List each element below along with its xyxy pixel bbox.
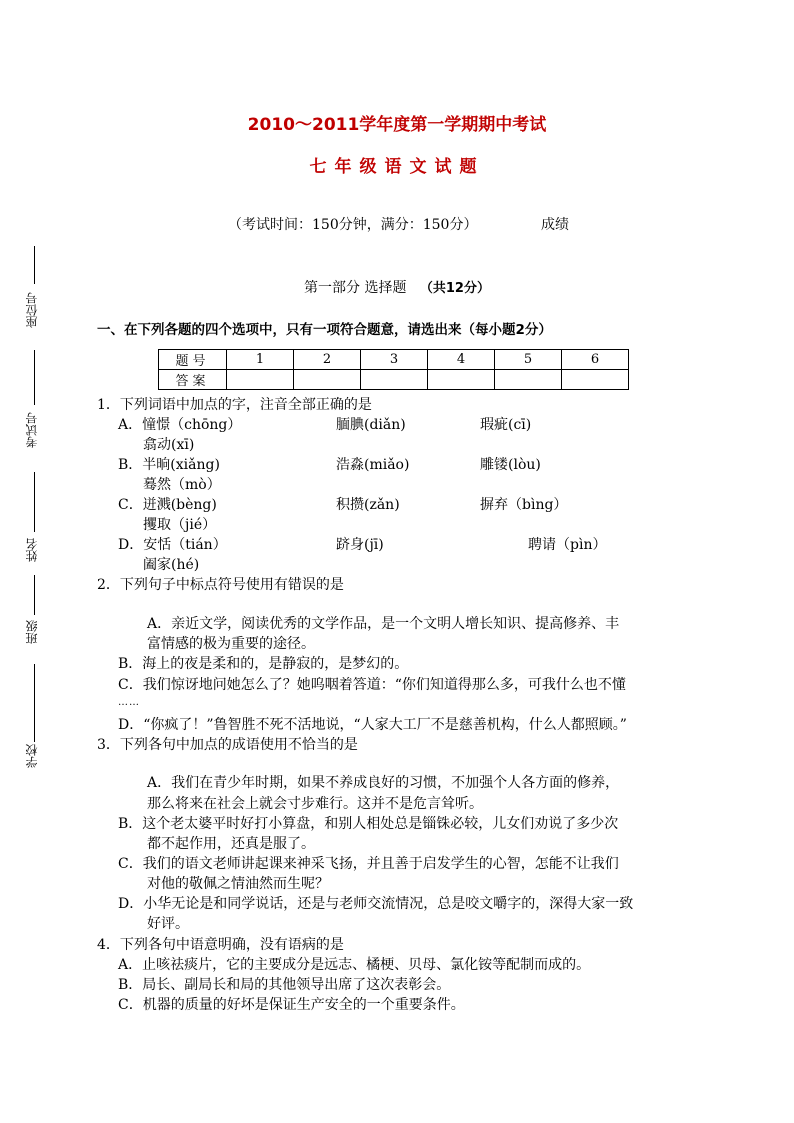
- q2-option-c-line2: ……: [118, 697, 140, 708]
- q1-option-b-1: B．半晌(xiǎng): [118, 457, 220, 473]
- answer-table-number: 2: [294, 350, 361, 370]
- q1-option-c-4: 攫取（jié）: [143, 517, 217, 533]
- q3-option-b-line1: B．这个老太婆平时好打小算盘，和别人相处总是锱铢必较，儿女们劝说了多少次: [118, 816, 619, 832]
- answer-table: [158, 349, 629, 390]
- q1-option-a-3: 瑕疵(cī): [480, 417, 532, 433]
- side-label-class: 班级: [25, 620, 39, 644]
- answer-table-row-numbers: [159, 350, 629, 370]
- answer-table-label-number: 题号: [159, 350, 227, 370]
- exam-info: （考试时间：150分钟，满分：150分）: [228, 217, 478, 233]
- q3-option-d-line2: 好评。: [147, 916, 189, 932]
- answer-table-number: 6: [562, 350, 629, 370]
- side-label-school: 学校: [25, 744, 39, 768]
- q2-option-d: D．“你疯了！”鲁智胜不死不活地说，“人家大工厂不是慈善机构，什么人都照顾。”: [118, 717, 627, 733]
- answer-cell[interactable]: [294, 370, 361, 390]
- q1-option-b-4: 蓦然（mò）: [143, 477, 221, 493]
- part1-title: [0, 277, 794, 297]
- side-label-name: 姓名: [25, 538, 39, 562]
- q2-option-a-line2: 富情感的极为重要的途径。: [147, 636, 315, 652]
- q1-option-a-4: 翕动(xī): [143, 437, 195, 453]
- q3-stem: 3．下列各句中加点的成语使用不恰当的是: [97, 737, 358, 753]
- q1-option-d-1: D．安恬（tián）: [118, 537, 227, 553]
- q4-stem: 4．下列各句中语意明确，没有语病的是: [97, 937, 344, 953]
- side-label-seat: 座位号: [25, 292, 39, 328]
- q1-option-b-2: 浩淼(miǎo): [336, 457, 410, 473]
- answer-table-number: 4: [428, 350, 495, 370]
- q3-option-a-line1: A．我们在青少年时期，如果不养成良好的习惯，不加强个人各方面的修养，: [147, 775, 620, 791]
- q2-stem: 2．下列句子中标点符号使用有错误的是: [97, 577, 344, 593]
- q1-option-c-2: 积攒(zǎn): [336, 497, 400, 513]
- side-label-exam-no: 考试号: [25, 412, 39, 448]
- section1-heading: 一、在下列各题的四个选项中，只有一项符合题意，请选出来（每小题2分）: [97, 322, 552, 338]
- answer-table-number: 3: [361, 350, 428, 370]
- q2-option-b: B．海上的夜是柔和的，是静寂的，是梦幻的。: [118, 656, 409, 672]
- q1-option-d-4: 阖家(hé): [143, 557, 200, 573]
- answer-table-number: 5: [495, 350, 562, 370]
- part1-name: 第一部分 选择题: [304, 280, 407, 296]
- q3-option-b-line2: 都不起作用，还真是服了。: [147, 836, 315, 852]
- q1-option-b-3: 雕镂(lòu): [480, 457, 541, 473]
- q3-option-c-line1: C．我们的语文老师讲起课来神采飞扬，并且善于启发学生的心智，怎能不让我们: [118, 856, 619, 872]
- q1-stem: 1．下列词语中加点的字，注音全部正确的是: [97, 397, 372, 413]
- q1-option-c-1: C．迸溅(bèng): [118, 497, 217, 513]
- score-label: 成绩: [541, 217, 569, 233]
- side-line-3: [34, 472, 35, 532]
- answer-cell[interactable]: [495, 370, 562, 390]
- side-line-2: [34, 350, 35, 405]
- q1-option-c-3: 摒弃（bìng）: [480, 497, 568, 513]
- side-line-5: [34, 664, 35, 742]
- q1-option-a-1: A．憧憬（chōng）: [118, 417, 242, 433]
- part1-points: （共12分）: [419, 281, 490, 296]
- q1-option-d-3: 聘请（pìn）: [528, 537, 607, 553]
- q3-option-c-line2: 对他的敬佩之情油然而生呢？: [147, 876, 329, 892]
- q2-option-c-line1: C．我们惊讶地问她怎么了？她呜咽着答道：“你们知道得那么多，可我什么也不懂: [118, 677, 626, 693]
- q1-option-a-2: 腼腆(diǎn): [336, 417, 406, 433]
- q4-option-c: C．机器的质量的好坏是保证生产安全的一个重要条件。: [118, 997, 465, 1013]
- q2-option-a-line1: A．亲近文学，阅读优秀的文学作品，是一个文明人增长知识、提高修养、丰: [147, 616, 620, 632]
- q3-option-a-line2: 那么将来在社会上就会寸步难行。这并不是危言耸听。: [147, 796, 483, 812]
- exam-subtitle: 七年级语文试题: [309, 157, 485, 177]
- answer-cell[interactable]: [361, 370, 428, 390]
- answer-table-number: 1: [227, 350, 294, 370]
- side-line-4: [34, 575, 35, 615]
- answer-cell[interactable]: [428, 370, 495, 390]
- answer-cell[interactable]: [562, 370, 629, 390]
- q4-option-b: B．局长、副局长和局的其他领导出席了这次表彰会。: [118, 977, 451, 993]
- q3-option-d-line1: D．小华无论是和同学说话，还是与老师交流情况，总是咬文嚼字的，深得大家一致: [118, 896, 634, 912]
- answer-cell[interactable]: [227, 370, 294, 390]
- answer-table-label-answer: 答案: [159, 370, 227, 390]
- q4-option-a: A．止咳祛痰片，它的主要成分是远志、橘梗、贝母、氯化铵等配制而成的。: [118, 957, 591, 973]
- exam-title: 2010～2011学年度第一学期期中考试: [247, 115, 547, 135]
- q1-option-d-2: 跻身(jī): [336, 537, 384, 553]
- answer-table-row-answers: [159, 370, 629, 390]
